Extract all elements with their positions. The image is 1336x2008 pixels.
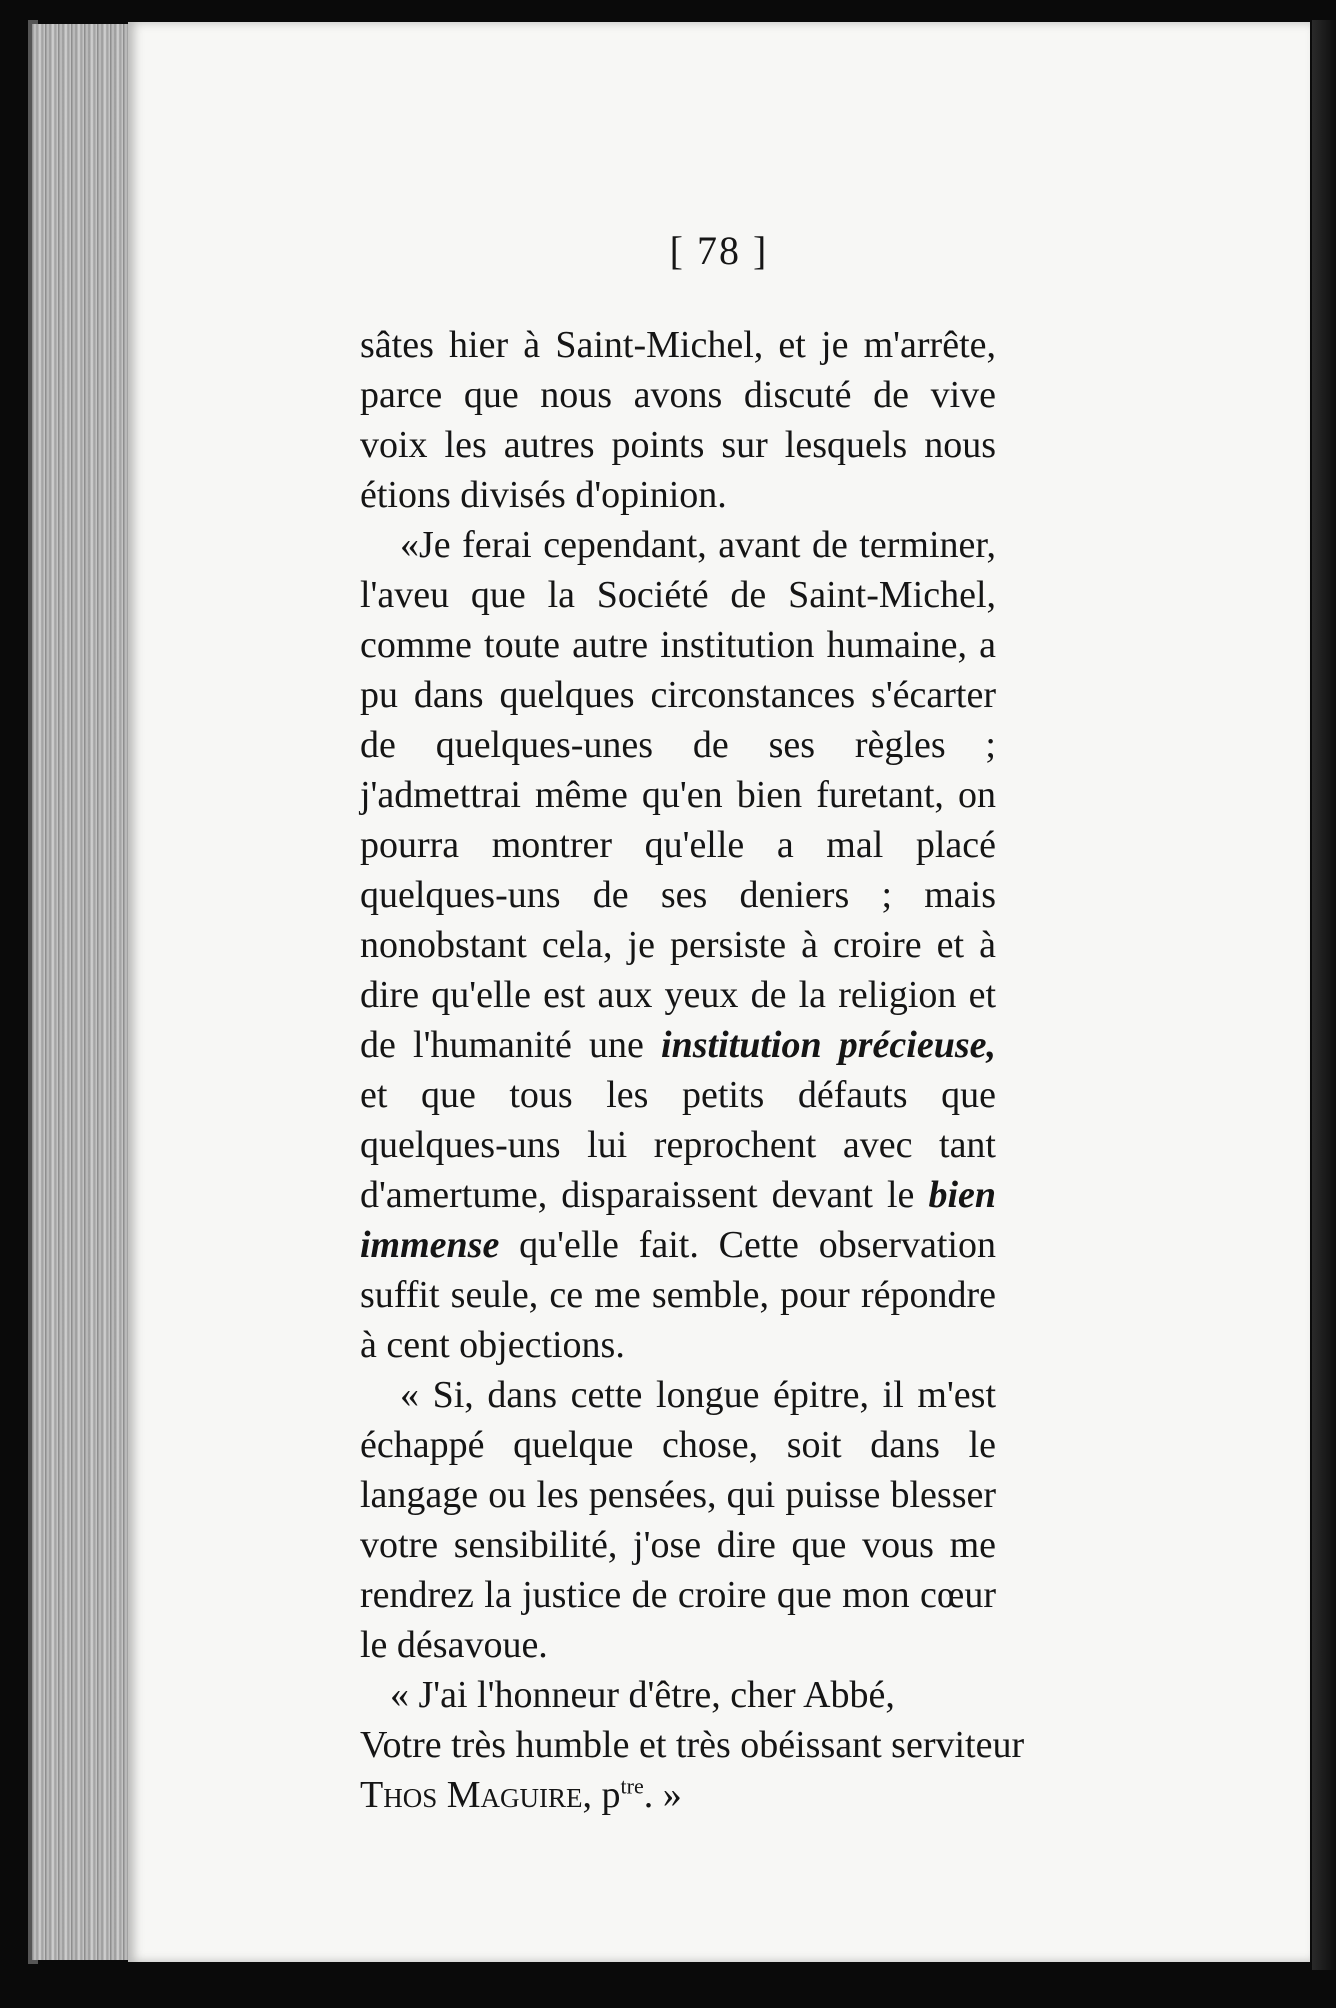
paragraph-3: « Si, dans cette longue épitre, il m'est échappé quelque chose, soit dans le langage ou les pensées, qui puisse blesser votre sensibilité, j'ose dire que vous me rendrez la justice de croire que mon cœur le désavoue. [360,1374,996,1666]
emphasis-bien-immense: bien immense [360,1174,996,1266]
page-number: [ 78 ] [669,228,769,273]
right-border [1312,20,1336,1970]
signature-name: Thos Maguire, [360,1774,593,1816]
paragraph-2-part-b: et que tous les petits défauts que quelques-uns lui reprochent avec tant d'amertume, disparaissent devant le [360,1074,996,1216]
emphasis-institution: institution précieuse, [661,1024,996,1066]
book-page [128,22,1310,1962]
paragraph-2-part-a: «Je ferai cependant, avant de terminer, l'aveu que la Société de Saint-Michel, comme toute autre institution humaine, a pu dans quelques circonstances s'écarter de quelques-unes de ses règles ; j'admettrai même qu'en bien furetant, on pourra montrer qu'elle a mal placé quelques-uns de ses deniers ; mais nonobstant cela, je persiste à croire et à dire qu'elle est aux yeux de la religion et de l'humanité une [360,524,996,1066]
closing-line-2: Votre très humble et très obéissant serviteur [360,1724,1025,1766]
signature-p: p [592,1774,621,1816]
paragraph-1: sâtes hier à Saint-Michel, et je m'arrête, parce que nous avons discuté de vive voix les autres points sur lesquels nous étions divisés d'opinion. [360,324,996,516]
signature [360,1770,996,1820]
page-edges [32,24,132,1960]
signature-end: . » [643,1774,682,1816]
paragraph-2 [360,520,996,1370]
body-text [360,320,1025,1820]
paragraph-2-part-c: qu'elle fait. Cette observation suffit seule, ce me semble, pour répondre à cent objections. [360,1224,996,1366]
closing-line-1: « J'ai l'honneur d'être, cher Abbé, [390,1674,895,1716]
signature-sup: tre [620,1773,644,1799]
